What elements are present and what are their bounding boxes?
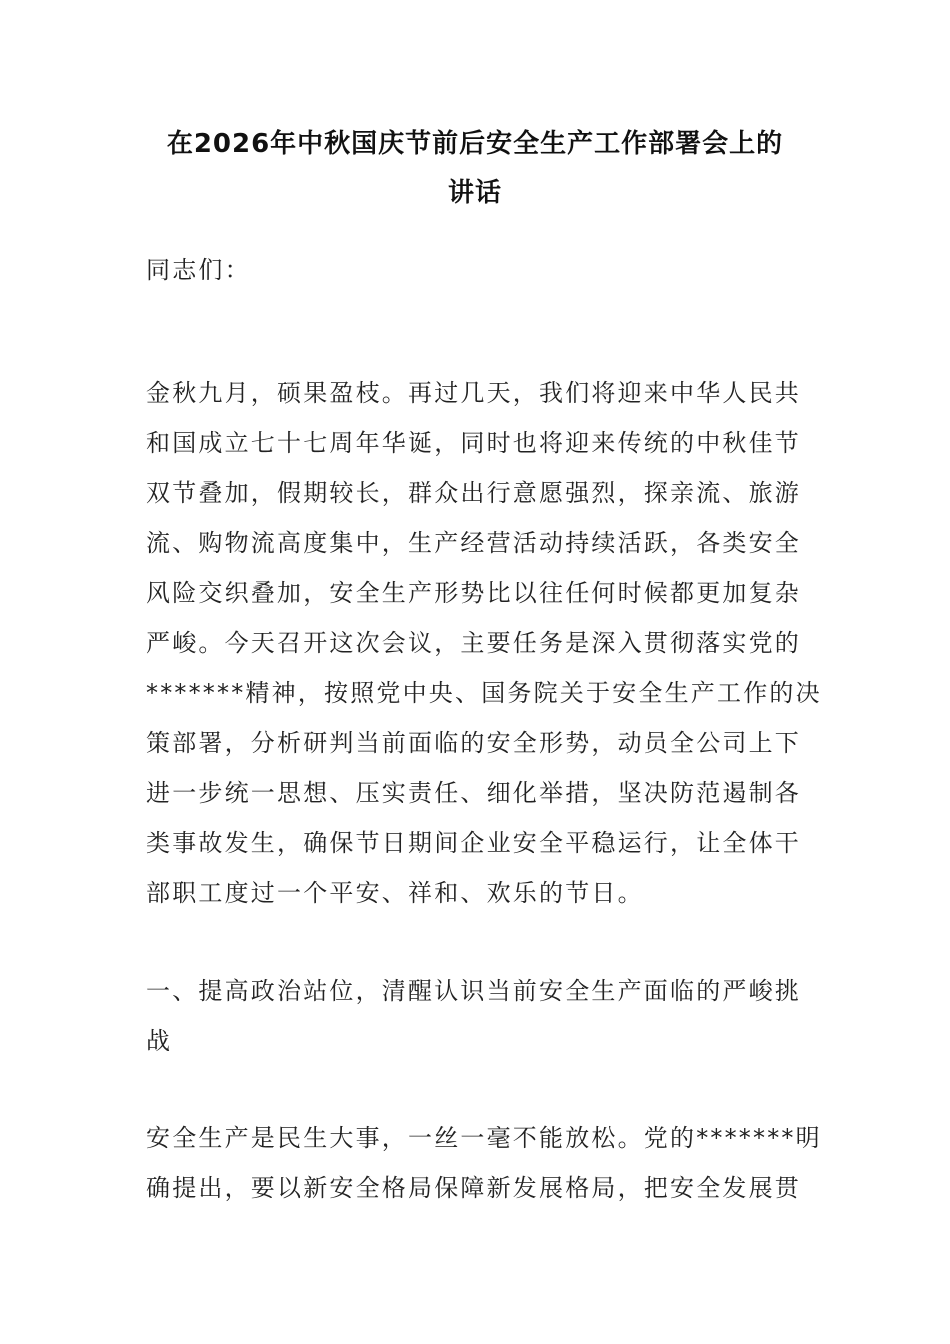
paragraph-line: 流、购物流高度集中，生产经营活动持续活跃，各类安全 [146,529,801,557]
heading-line: 一、提高政治站位，清醒认识当前安全生产面临的严峻挑 [146,977,801,1005]
paragraph-line: 类事故发生，确保节日期间企业安全平稳运行，让全体干 [146,829,801,857]
paragraph-line: *******精神，按照党中央、国务院关于安全生产工作的决 [146,679,822,707]
paragraph-line: 双节叠加，假期较长，群众出行意愿强烈，探亲流、旅游 [146,479,801,507]
paragraph-line: 确提出，要以新安全格局保障新发展格局，把安全发展贯 [146,1174,801,1202]
paragraph-line: 严峻。今天召开这次会议，主要任务是深入贯彻落实党的 [146,629,801,657]
paragraph-line: 进一步统一思想、压实责任、细化举措，坚决防范遏制各 [146,779,801,807]
document-title-line-2: 讲话 [447,178,502,208]
paragraph-line: 安全生产是民生大事，一丝一毫不能放松。党的*******明 [146,1124,822,1152]
paragraph-line: 和国成立七十七周年华诞，同时也将迎来传统的中秋佳节 [146,429,801,457]
paragraph-line: 金秋九月，硕果盈枝。再过几天，我们将迎来中华人民共 [146,379,801,407]
paragraph-line: 部职工度过一个平安、祥和、欢乐的节日。 [146,879,644,907]
document-title-line-1: 在2026年中秋国庆节前后安全生产工作部署会上的 [166,129,784,159]
heading-line: 战 [146,1027,173,1055]
section-heading-1 [146,966,811,1066]
paragraph-line: 风险交织叠加，安全生产形势比以往任何时候都更加复杂 [146,579,801,607]
salutation: 同志们： [146,256,251,284]
paragraph-2 [146,1113,822,1213]
paragraph-1 [146,368,822,918]
paragraph-line: 策部署，分析研判当前面临的安全形势，动员全公司上下 [146,729,801,757]
